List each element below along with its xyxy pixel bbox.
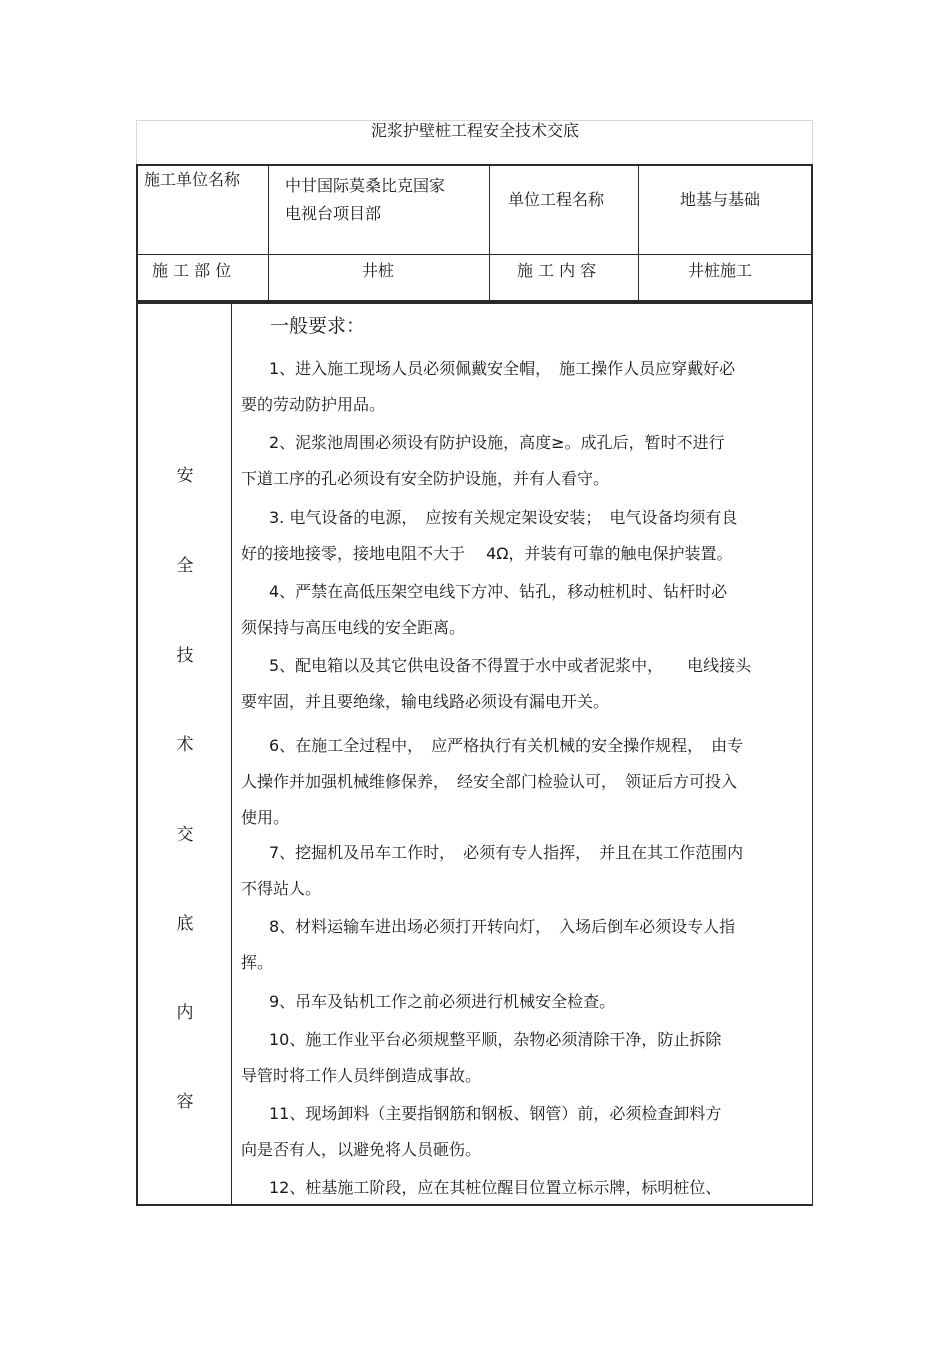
content-value-cell (639, 255, 811, 300)
content-value: 井桩施工 (688, 261, 753, 280)
requirement-line: 10、施工作业平台必须规整平顺，杂物必须清除干净，防止拆除 (269, 1030, 722, 1049)
unit-value-cell (269, 166, 490, 254)
side-label-char: 全 (176, 556, 194, 576)
side-label-char: 容 (176, 1092, 194, 1112)
info-table (136, 164, 813, 304)
safety-disclosure-section (136, 300, 813, 1206)
unit-label: 施工单位名称 (144, 170, 241, 189)
side-label-char: 底 (176, 914, 194, 934)
requirement-item-2 (241, 425, 807, 497)
requirement-item-5 (241, 648, 807, 720)
requirement-line: 9、吊车及钻机工作之前必须进行机械安全检查。 (269, 992, 616, 1011)
requirement-line: 使用。 (241, 808, 290, 827)
section-heading: 一般要求： (270, 315, 366, 337)
requirement-line: 导管时将工作人员绊倒造成事故。 (241, 1066, 482, 1085)
requirement-line: 下道工序的孔必须设有安全防护设施，并有人看守。 (241, 469, 610, 488)
requirement-line: 1、进入施工现场人员必须佩戴安全帽， 施工操作人员应穿戴好必 (269, 359, 736, 378)
requirement-line: 4、严禁在高低压架空电线下方冲、钻孔，移动桩机时、钻杆时必 (269, 582, 728, 601)
requirement-line: 12、桩基施工阶段，应在其桩位醒目位置立标示牌，标明桩位、 (269, 1178, 722, 1197)
requirement-item-9 (241, 984, 807, 1020)
location-label-cell (138, 255, 269, 300)
requirement-line: 2、泥浆池周围必须设有防护设施，高度≥。成孔后，暂时不进行 (269, 433, 725, 452)
location-value-cell (269, 255, 490, 300)
project-value-cell (639, 166, 811, 254)
requirement-item-11 (241, 1096, 807, 1168)
requirement-line: 要的劳动防护用品。 (241, 395, 386, 414)
side-label-char: 术 (176, 735, 194, 755)
requirement-line: 要牢固，并且要绝缘，输电线路必须设有漏电开关。 (241, 692, 610, 711)
project-label-cell (490, 166, 639, 254)
requirement-line: 7、挖掘机及吊车工作时， 必须有专人指挥， 并且在其工作范围内 (269, 843, 744, 862)
side-label-char: 技 (176, 646, 194, 666)
side-label-char: 安 (176, 466, 194, 486)
disclosure-content (233, 300, 812, 1204)
requirement-line: 好的接地接零，接地电阻不大于 4Ω，并装有可靠的触电保护装置。 (241, 544, 733, 563)
info-row-location (138, 255, 811, 302)
requirement-line: 挥。 (241, 953, 274, 972)
document-title: 泥浆护壁桩工程安全技术交底 (370, 121, 579, 140)
requirement-line: 3. 电气设备的电源， 应按有关规定架设安装； 电气设备均须有良 (269, 508, 738, 527)
location-label: 施 工 部 位 (152, 261, 232, 280)
unit-value-line2: 电视台项目部 (285, 204, 382, 223)
requirement-line: 向是否有人，以避免将人员砸伤。 (241, 1140, 482, 1159)
requirement-item-7 (241, 835, 807, 907)
requirement-line: 须保持与高压电线的安全距离。 (241, 618, 466, 637)
content-label: 施 工 内 容 (517, 261, 597, 280)
side-label-char: 内 (176, 1003, 194, 1023)
info-row-unit (138, 166, 811, 255)
project-label: 单位工程名称 (508, 190, 605, 209)
content-label-cell (490, 255, 639, 300)
requirement-line: 6、在施工全过程中， 应严格执行有关机械的安全操作规程， 由专 (269, 736, 744, 755)
requirement-item-12 (241, 1170, 807, 1206)
requirement-item-4 (241, 574, 807, 646)
requirement-line: 8、材料运输车进出场必须打开转向灯， 入场后倒车必须设专人指 (269, 917, 736, 936)
requirement-item-8 (241, 909, 807, 981)
requirement-line: 不得站人。 (241, 879, 322, 898)
side-label-char: 交 (176, 825, 194, 845)
requirement-item-10 (241, 1022, 807, 1094)
requirement-line: 11、现场卸料（主要指钢筋和钢板、钢管）前，必须检查卸料方 (269, 1104, 722, 1123)
unit-value-line1: 中甘国际莫桑比克国家 (285, 176, 446, 195)
project-value: 地基与基础 (680, 190, 761, 209)
side-label-column (138, 300, 232, 1204)
requirement-item-6 (241, 728, 807, 836)
requirement-line: 人操作并加强机械维修保养， 经安全部门检验认可， 领证后方可投入 (241, 772, 738, 791)
unit-label-cell (138, 166, 269, 254)
requirement-item-1 (241, 351, 807, 423)
requirement-item-3 (241, 500, 807, 572)
requirement-line: 5、配电箱以及其它供电设备不得置于水中或者泥浆中， 电线接头 (269, 656, 752, 675)
location-value: 井桩 (362, 261, 395, 280)
